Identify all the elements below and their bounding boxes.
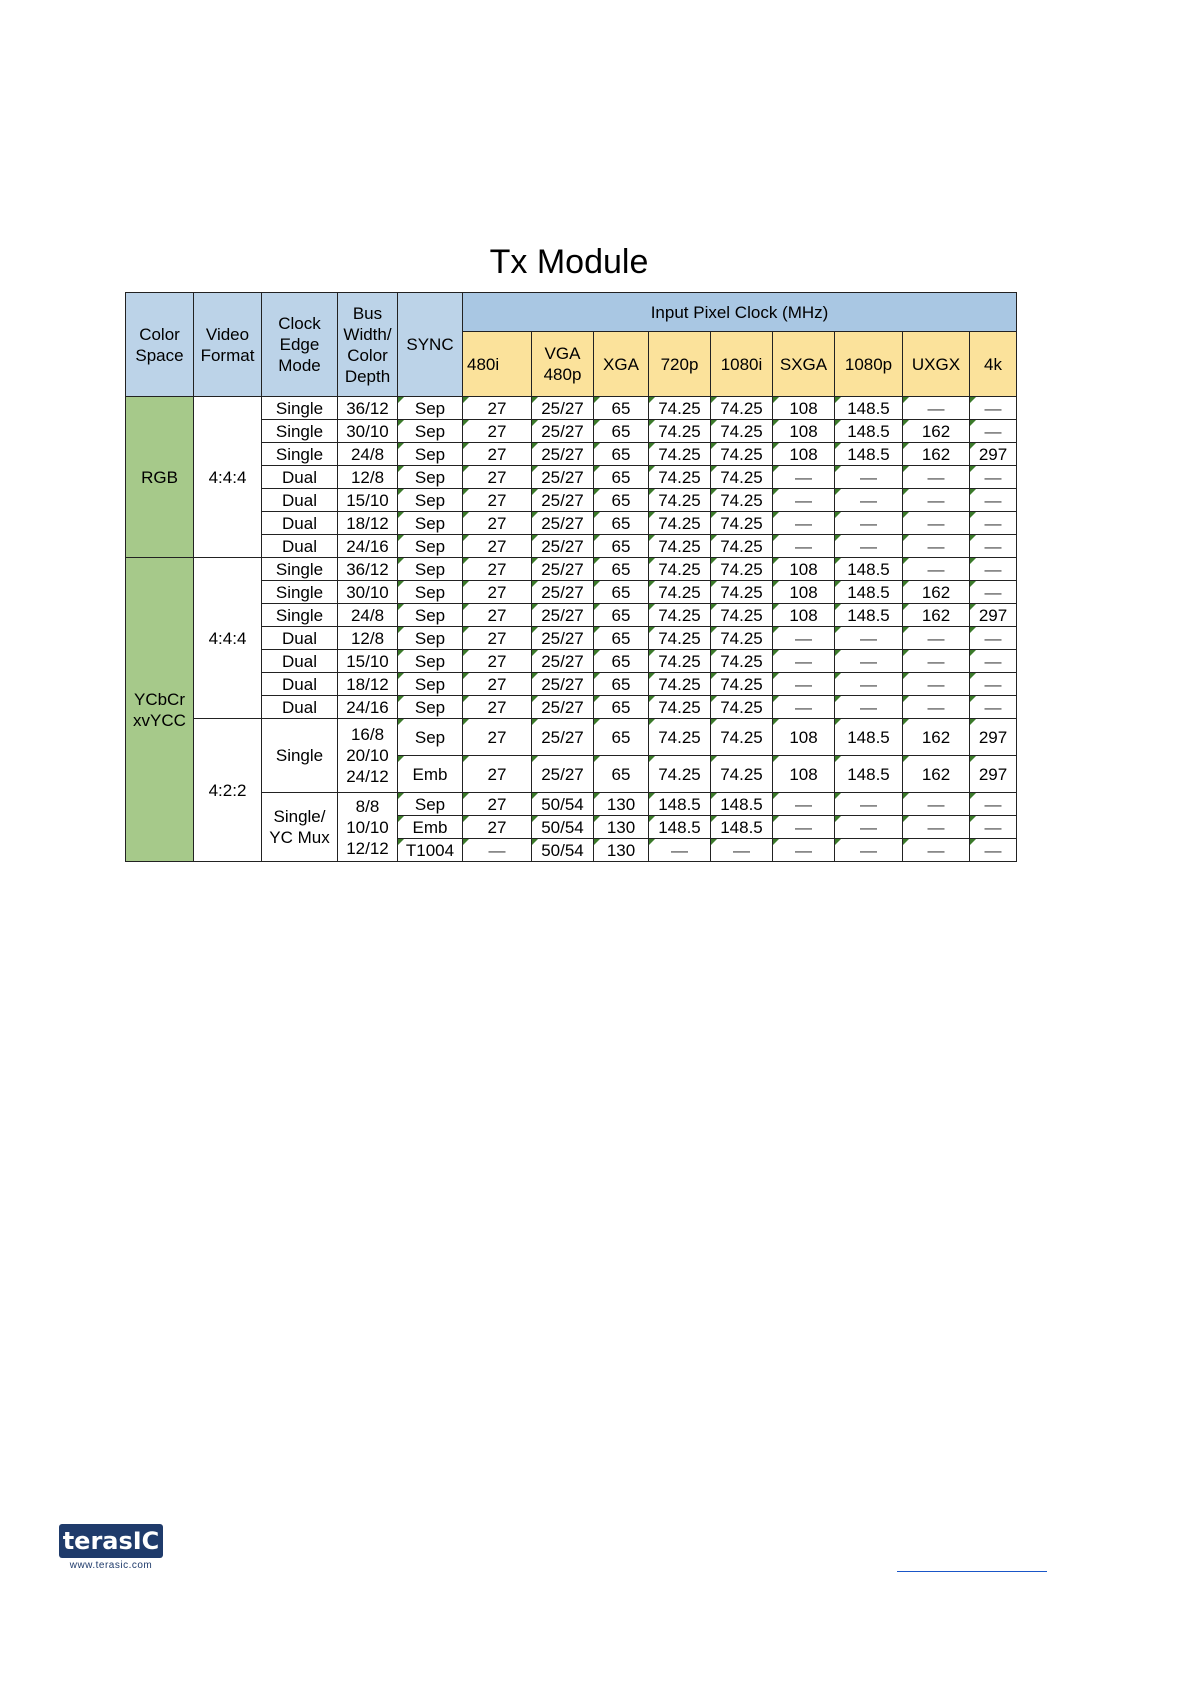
- clock-value-cell: 25/27: [532, 466, 594, 489]
- sync-cell: Sep: [398, 420, 463, 443]
- color-space-ycbcr: YCbCr xvYCC: [126, 558, 194, 862]
- clock-value-cell: 74.25: [649, 650, 711, 673]
- clock-value-cell: 25/27: [532, 443, 594, 466]
- clock-value-cell: —: [773, 816, 835, 839]
- clock-value-cell: 74.25: [711, 756, 773, 793]
- clock-value-cell: —: [903, 397, 970, 420]
- clock-value-cell: 74.25: [649, 512, 711, 535]
- clock-value-cell: —: [903, 793, 970, 816]
- clock-edge-mode-cell: Single: [262, 581, 338, 604]
- header-input-pixel-clock: Input Pixel Clock (MHz): [463, 293, 1017, 332]
- clock-value-cell: 74.25: [649, 719, 711, 756]
- clock-value-cell: 74.25: [649, 420, 711, 443]
- clock-value-cell: —: [711, 839, 773, 862]
- clock-value-cell: —: [773, 466, 835, 489]
- clock-value-cell: 148.5: [835, 756, 903, 793]
- bus-width-cell: 24/8: [338, 443, 398, 466]
- clock-edge-mode-cell: Dual: [262, 650, 338, 673]
- bus-width-cell: 36/12: [338, 558, 398, 581]
- clock-value-cell: 65: [594, 756, 649, 793]
- clock-value-cell: —: [903, 816, 970, 839]
- clock-value-cell: 25/27: [532, 719, 594, 756]
- clock-value-cell: 108: [773, 443, 835, 466]
- clock-value-cell: —: [835, 466, 903, 489]
- clock-value-cell: 162: [903, 581, 970, 604]
- video-format-cell: 4:2:2: [194, 719, 262, 862]
- header-clock-col: VGA 480p: [532, 332, 594, 397]
- clock-value-cell: 27: [463, 397, 532, 420]
- table-row: [126, 397, 1017, 420]
- clock-value-cell: 25/27: [532, 756, 594, 793]
- clock-value-cell: —: [903, 466, 970, 489]
- bus-width-cell: 15/10: [338, 650, 398, 673]
- clock-value-cell: 148.5: [649, 816, 711, 839]
- clock-value-cell: 108: [773, 756, 835, 793]
- clock-value-cell: 25/27: [532, 673, 594, 696]
- header-clock-col: 720p: [649, 332, 711, 397]
- clock-edge-mode-cell: Single: [262, 719, 338, 793]
- clock-value-cell: 297: [970, 756, 1017, 793]
- header-clock-col: 4k: [970, 332, 1017, 397]
- clock-value-cell: —: [970, 581, 1017, 604]
- bus-width-cell: 36/12: [338, 397, 398, 420]
- clock-edge-mode-cell: Dual: [262, 627, 338, 650]
- bus-width-cell: 30/10: [338, 420, 398, 443]
- clock-value-cell: —: [970, 650, 1017, 673]
- bus-width-cell: 15/10: [338, 489, 398, 512]
- clock-value-cell: 74.25: [711, 443, 773, 466]
- clock-value-cell: —: [903, 489, 970, 512]
- clock-edge-mode-cell: Dual: [262, 696, 338, 719]
- clock-value-cell: 74.25: [711, 696, 773, 719]
- clock-value-cell: 148.5: [835, 604, 903, 627]
- clock-value-cell: —: [970, 489, 1017, 512]
- clock-value-cell: 25/27: [532, 581, 594, 604]
- clock-value-cell: 74.25: [711, 512, 773, 535]
- clock-value-cell: —: [903, 650, 970, 673]
- table-row: [126, 558, 1017, 581]
- clock-value-cell: —: [773, 696, 835, 719]
- clock-value-cell: 74.25: [711, 535, 773, 558]
- clock-value-cell: 65: [594, 650, 649, 673]
- clock-value-cell: 27: [463, 535, 532, 558]
- clock-value-cell: 74.25: [711, 604, 773, 627]
- clock-value-cell: 65: [594, 420, 649, 443]
- clock-value-cell: 148.5: [835, 719, 903, 756]
- clock-value-cell: 50/54: [532, 816, 594, 839]
- clock-value-cell: —: [773, 673, 835, 696]
- clock-value-cell: —: [903, 627, 970, 650]
- clock-value-cell: —: [970, 466, 1017, 489]
- clock-value-cell: 108: [773, 420, 835, 443]
- clock-value-cell: —: [835, 650, 903, 673]
- clock-value-cell: 25/27: [532, 512, 594, 535]
- clock-value-cell: 65: [594, 535, 649, 558]
- clock-value-cell: 27: [463, 673, 532, 696]
- clock-value-cell: 27: [463, 650, 532, 673]
- header-video-format: Video Format: [194, 293, 262, 397]
- clock-value-cell: 65: [594, 466, 649, 489]
- clock-value-cell: —: [773, 627, 835, 650]
- clock-value-cell: 27: [463, 581, 532, 604]
- clock-value-cell: 65: [594, 558, 649, 581]
- clock-value-cell: —: [835, 793, 903, 816]
- clock-value-cell: 50/54: [532, 793, 594, 816]
- clock-value-cell: 297: [970, 604, 1017, 627]
- clock-value-cell: —: [773, 489, 835, 512]
- sync-cell: Emb: [398, 756, 463, 793]
- clock-value-cell: 74.25: [649, 397, 711, 420]
- clock-value-cell: 148.5: [835, 443, 903, 466]
- clock-value-cell: 74.25: [711, 489, 773, 512]
- clock-value-cell: —: [903, 535, 970, 558]
- header-clock-col: 480i: [463, 332, 532, 397]
- clock-value-cell: 25/27: [532, 604, 594, 627]
- clock-value-cell: 162: [903, 719, 970, 756]
- clock-value-cell: —: [835, 673, 903, 696]
- clock-value-cell: —: [835, 489, 903, 512]
- clock-value-cell: 25/27: [532, 489, 594, 512]
- bus-width-cell: 12/8: [338, 627, 398, 650]
- clock-value-cell: 74.25: [711, 627, 773, 650]
- clock-value-cell: —: [903, 696, 970, 719]
- clock-value-cell: 65: [594, 397, 649, 420]
- clock-value-cell: —: [970, 673, 1017, 696]
- clock-value-cell: —: [773, 839, 835, 862]
- video-format-cell: 4:4:4: [194, 558, 262, 719]
- tx-module-table: [125, 292, 1017, 862]
- clock-value-cell: —: [773, 650, 835, 673]
- footer-link-underline[interactable]: [897, 1571, 1047, 1572]
- clock-value-cell: —: [835, 816, 903, 839]
- clock-value-cell: 148.5: [649, 793, 711, 816]
- sync-cell: Sep: [398, 793, 463, 816]
- clock-edge-mode-cell: Single: [262, 443, 338, 466]
- clock-edge-mode-cell: Single: [262, 420, 338, 443]
- header-clock-col: XGA: [594, 332, 649, 397]
- clock-value-cell: 65: [594, 512, 649, 535]
- clock-value-cell: 74.25: [649, 535, 711, 558]
- bus-width-cell: 30/10: [338, 581, 398, 604]
- logo-url: www.terasic.com: [69, 1560, 153, 1571]
- clock-value-cell: 148.5: [711, 793, 773, 816]
- clock-value-cell: 74.25: [649, 673, 711, 696]
- clock-value-cell: —: [903, 673, 970, 696]
- bus-width-cell: 18/12: [338, 673, 398, 696]
- clock-value-cell: 74.25: [711, 420, 773, 443]
- clock-value-cell: 27: [463, 627, 532, 650]
- sync-cell: Sep: [398, 558, 463, 581]
- clock-value-cell: 148.5: [711, 816, 773, 839]
- header-clock-col: 1080p: [835, 332, 903, 397]
- clock-value-cell: —: [835, 535, 903, 558]
- clock-value-cell: 148.5: [835, 581, 903, 604]
- clock-value-cell: 108: [773, 558, 835, 581]
- clock-value-cell: —: [970, 816, 1017, 839]
- clock-value-cell: —: [970, 535, 1017, 558]
- clock-value-cell: 74.25: [711, 673, 773, 696]
- clock-edge-mode-cell: Dual: [262, 535, 338, 558]
- clock-value-cell: 65: [594, 673, 649, 696]
- clock-value-cell: 25/27: [532, 397, 594, 420]
- sync-cell: Sep: [398, 535, 463, 558]
- header-sync: SYNC: [398, 293, 463, 397]
- clock-value-cell: —: [835, 512, 903, 535]
- clock-value-cell: 27: [463, 696, 532, 719]
- clock-value-cell: 65: [594, 627, 649, 650]
- sync-cell: Sep: [398, 673, 463, 696]
- clock-value-cell: 108: [773, 604, 835, 627]
- clock-edge-mode-cell: Dual: [262, 489, 338, 512]
- clock-value-cell: 74.25: [649, 604, 711, 627]
- color-space-rgb: RGB: [126, 397, 194, 558]
- clock-value-cell: —: [773, 793, 835, 816]
- clock-value-cell: 27: [463, 512, 532, 535]
- clock-value-cell: 74.25: [711, 719, 773, 756]
- clock-value-cell: 74.25: [711, 466, 773, 489]
- clock-edge-mode-cell: Single: [262, 604, 338, 627]
- clock-value-cell: —: [835, 696, 903, 719]
- clock-value-cell: 74.25: [649, 627, 711, 650]
- clock-value-cell: 74.25: [649, 489, 711, 512]
- clock-value-cell: —: [970, 512, 1017, 535]
- clock-value-cell: —: [903, 839, 970, 862]
- clock-value-cell: 27: [463, 558, 532, 581]
- sync-cell: Sep: [398, 512, 463, 535]
- clock-value-cell: —: [835, 839, 903, 862]
- clock-value-cell: —: [970, 558, 1017, 581]
- clock-value-cell: 27: [463, 604, 532, 627]
- clock-edge-mode-cell: Dual: [262, 466, 338, 489]
- clock-value-cell: 148.5: [835, 397, 903, 420]
- sync-cell: Sep: [398, 466, 463, 489]
- clock-value-cell: 25/27: [532, 535, 594, 558]
- clock-value-cell: 25/27: [532, 420, 594, 443]
- logo-text: terasIC: [62, 1527, 160, 1555]
- clock-value-cell: —: [649, 839, 711, 862]
- sync-cell: Sep: [398, 604, 463, 627]
- bus-width-cell: 18/12: [338, 512, 398, 535]
- clock-value-cell: 74.25: [649, 443, 711, 466]
- clock-value-cell: 148.5: [835, 420, 903, 443]
- sync-cell: Sep: [398, 719, 463, 756]
- clock-value-cell: 27: [463, 443, 532, 466]
- clock-value-cell: 108: [773, 581, 835, 604]
- header-color-space: Color Space: [126, 293, 194, 397]
- clock-value-cell: —: [835, 627, 903, 650]
- clock-value-cell: 65: [594, 719, 649, 756]
- clock-value-cell: 108: [773, 397, 835, 420]
- clock-edge-mode-cell: Dual: [262, 673, 338, 696]
- clock-value-cell: 162: [903, 443, 970, 466]
- sync-cell: Emb: [398, 816, 463, 839]
- clock-value-cell: 74.25: [711, 581, 773, 604]
- clock-value-cell: 162: [903, 756, 970, 793]
- sync-cell: T1004: [398, 839, 463, 862]
- clock-value-cell: 108: [773, 719, 835, 756]
- clock-edge-mode-cell: Single: [262, 558, 338, 581]
- clock-value-cell: 130: [594, 839, 649, 862]
- clock-value-cell: 130: [594, 816, 649, 839]
- clock-value-cell: 25/27: [532, 696, 594, 719]
- clock-value-cell: 74.25: [649, 581, 711, 604]
- clock-value-cell: 74.25: [711, 397, 773, 420]
- terasic-logo: [59, 1524, 163, 1558]
- clock-value-cell: —: [903, 512, 970, 535]
- clock-value-cell: 65: [594, 489, 649, 512]
- clock-value-cell: —: [773, 512, 835, 535]
- clock-value-cell: 27: [463, 756, 532, 793]
- clock-value-cell: 25/27: [532, 627, 594, 650]
- sync-cell: Sep: [398, 627, 463, 650]
- clock-value-cell: 65: [594, 581, 649, 604]
- clock-value-cell: 74.25: [711, 650, 773, 673]
- table-row: [126, 719, 1017, 756]
- clock-value-cell: 27: [463, 719, 532, 756]
- clock-value-cell: —: [970, 420, 1017, 443]
- clock-value-cell: —: [773, 535, 835, 558]
- header-clock-col: 1080i: [711, 332, 773, 397]
- clock-value-cell: 74.25: [711, 558, 773, 581]
- sync-cell: Sep: [398, 397, 463, 420]
- header-clock-col: UXGX: [903, 332, 970, 397]
- clock-value-cell: 27: [463, 420, 532, 443]
- clock-value-cell: 74.25: [649, 696, 711, 719]
- sync-cell: Sep: [398, 443, 463, 466]
- sync-cell: Sep: [398, 489, 463, 512]
- bus-width-cell: 24/8: [338, 604, 398, 627]
- clock-value-cell: 297: [970, 443, 1017, 466]
- clock-value-cell: 27: [463, 466, 532, 489]
- clock-value-cell: 130: [594, 793, 649, 816]
- clock-edge-mode-cell: Single: [262, 397, 338, 420]
- clock-value-cell: 65: [594, 443, 649, 466]
- clock-value-cell: 25/27: [532, 650, 594, 673]
- clock-value-cell: —: [970, 627, 1017, 650]
- clock-value-cell: 74.25: [649, 466, 711, 489]
- clock-value-cell: 65: [594, 604, 649, 627]
- clock-value-cell: 27: [463, 489, 532, 512]
- clock-value-cell: 74.25: [649, 558, 711, 581]
- clock-value-cell: 162: [903, 604, 970, 627]
- sync-cell: Sep: [398, 650, 463, 673]
- clock-value-cell: 27: [463, 793, 532, 816]
- clock-value-cell: 65: [594, 696, 649, 719]
- clock-value-cell: 50/54: [532, 839, 594, 862]
- clock-value-cell: —: [463, 839, 532, 862]
- bus-width-cell: 24/16: [338, 535, 398, 558]
- clock-value-cell: —: [970, 839, 1017, 862]
- clock-edge-mode-cell: Dual: [262, 512, 338, 535]
- clock-value-cell: —: [970, 696, 1017, 719]
- sync-cell: Sep: [398, 581, 463, 604]
- clock-value-cell: —: [970, 397, 1017, 420]
- video-format-cell: 4:4:4: [194, 397, 262, 558]
- clock-value-cell: —: [970, 793, 1017, 816]
- bus-width-cell: 16/8 20/10 24/12: [338, 719, 398, 793]
- bus-width-cell: 24/16: [338, 696, 398, 719]
- clock-value-cell: 74.25: [649, 756, 711, 793]
- clock-value-cell: 27: [463, 816, 532, 839]
- clock-value-cell: 162: [903, 420, 970, 443]
- header-clock-edge-mode: Clock Edge Mode: [262, 293, 338, 397]
- page-title: Tx Module: [489, 243, 649, 281]
- clock-value-cell: 297: [970, 719, 1017, 756]
- header-clock-col: SXGA: [773, 332, 835, 397]
- sync-cell: Sep: [398, 696, 463, 719]
- clock-value-cell: 148.5: [835, 558, 903, 581]
- header-bus-width: Bus Width/ Color Depth: [338, 293, 398, 397]
- bus-width-cell: 8/8 10/10 12/12: [338, 793, 398, 862]
- clock-edge-mode-cell: Single/ YC Mux: [262, 793, 338, 862]
- clock-value-cell: —: [903, 558, 970, 581]
- clock-value-cell: 25/27: [532, 558, 594, 581]
- bus-width-cell: 12/8: [338, 466, 398, 489]
